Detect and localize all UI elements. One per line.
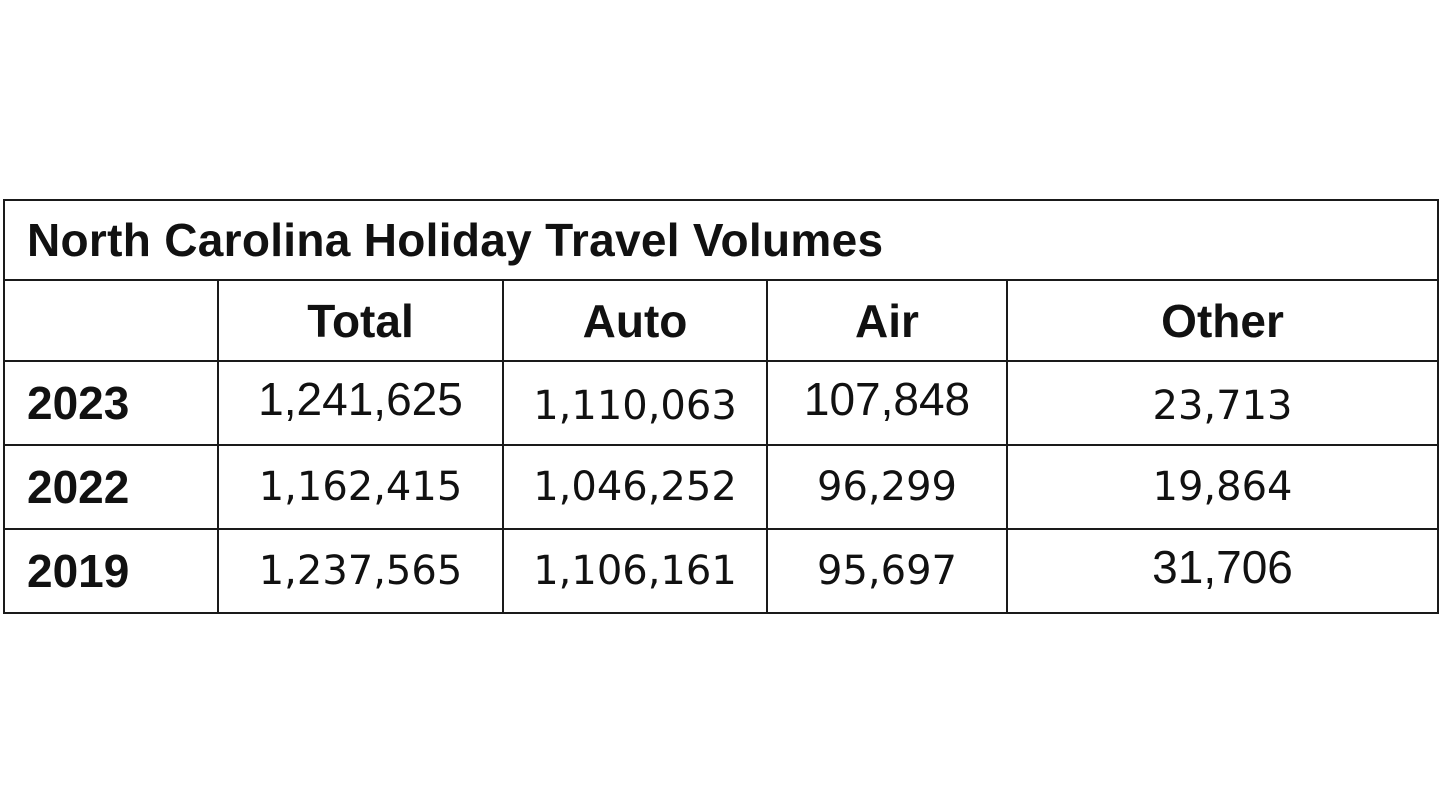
cell-auto xyxy=(503,361,767,445)
title-row xyxy=(4,200,1438,280)
cell-other-value: 31,706 xyxy=(1152,541,1293,593)
cell-total xyxy=(218,361,503,445)
header-air: Air xyxy=(767,280,1007,361)
header-auto: Auto xyxy=(503,280,767,361)
cell-auto xyxy=(503,445,767,529)
cell-air-value: 95,697 xyxy=(817,548,957,594)
cell-air xyxy=(767,445,1007,529)
header-total: Total xyxy=(218,280,503,361)
cell-total xyxy=(218,529,503,613)
cell-auto-value: 1,046,252 xyxy=(533,464,737,510)
cell-other-value: 23,713 xyxy=(1152,383,1293,429)
cell-other xyxy=(1007,445,1438,529)
row-year: 2023 xyxy=(4,361,218,445)
table-row xyxy=(4,445,1438,529)
cell-air-value: 107,848 xyxy=(803,373,971,425)
travel-volumes-table xyxy=(3,199,1439,614)
header-row xyxy=(4,280,1438,361)
header-other: Other xyxy=(1007,280,1438,361)
cell-auto-value: 1,110,063 xyxy=(533,383,737,429)
cell-total-value: 1,241,625 xyxy=(258,373,463,425)
cell-total-value: 1,237,565 xyxy=(258,548,463,594)
cell-auto xyxy=(503,529,767,613)
cell-other-value: 19,864 xyxy=(1152,464,1293,510)
cell-auto-value: 1,106,161 xyxy=(533,548,737,594)
cell-air xyxy=(767,361,1007,445)
cell-total xyxy=(218,445,503,529)
table-row xyxy=(4,529,1438,613)
cell-air-value: 96,299 xyxy=(817,464,957,510)
header-empty xyxy=(4,280,218,361)
cell-air xyxy=(767,529,1007,613)
cell-other xyxy=(1007,529,1438,613)
row-year: 2022 xyxy=(4,445,218,529)
table-row xyxy=(4,361,1438,445)
cell-other xyxy=(1007,361,1438,445)
row-year: 2019 xyxy=(4,529,218,613)
cell-total-value: 1,162,415 xyxy=(258,464,463,510)
table-title: North Carolina Holiday Travel Volumes xyxy=(4,200,1438,280)
